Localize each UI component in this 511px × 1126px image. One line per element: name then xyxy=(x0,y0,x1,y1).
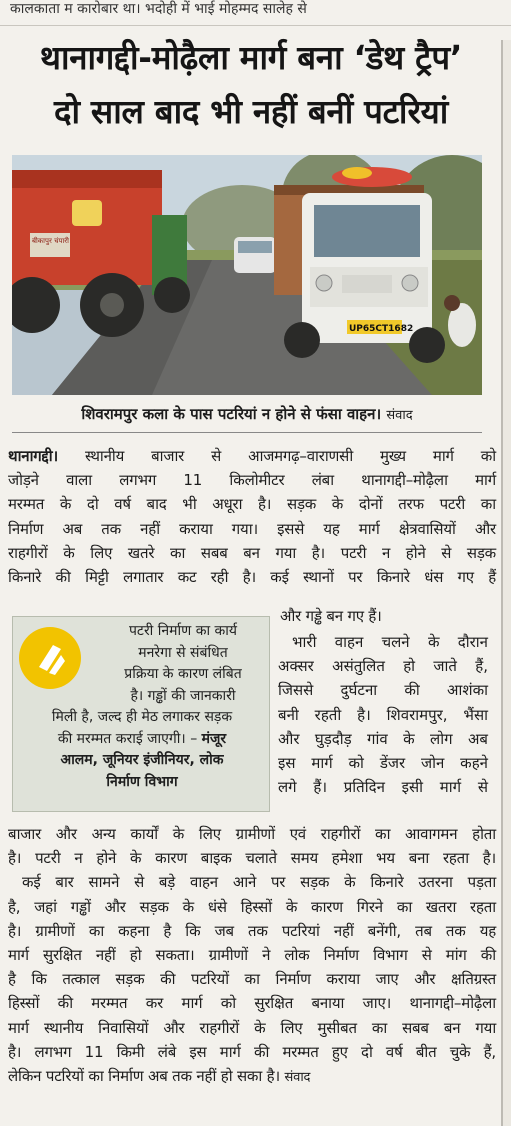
trolley-label-text: बीकापुर चंपारी xyxy=(32,237,69,245)
article-line: बाजार और अन्य कार्यों के लिए ग्रामीणों एवं राहगीरों का आवागमन होता xyxy=(8,825,496,843)
headline-line-1: थानागद्दी-मोढ़ैला मार्ग बना ‘डेथ ट्रैप’ xyxy=(39,38,463,77)
dateline: थानागद्दी। xyxy=(8,447,58,465)
quote-attribution: आलम, जूनियर इंजीनियर, लोक xyxy=(60,752,224,768)
quote-text: पटरी निर्माण का कार्य मनरेगा से संबंधित प्रक्रिया के कारण लंबित है। गड्ढों की जानकारी मिली है, जल्द ही मेठ लगाकर सड़क की मरम्मत कराई जाएगी। – मंजूर आलम, जूनियर इंजीनियर, लोक निर्माण विभाग xyxy=(21,621,263,793)
article-line: जिससे दुर्घटना की आशंका xyxy=(278,681,488,700)
article-line: थानागद्दी। स्थानीय बाजार से आजमगढ़–वाराणसी मुख्य मार्ग को xyxy=(8,447,496,465)
article-line: लगे हैं। प्रतिदिन इसी मार्ग से xyxy=(278,778,488,797)
article-line: हिस्सों की मरम्मत कर मार्ग को सुरक्षित बनाया जाए। थानागद्दी–मोढ़ैला xyxy=(8,994,496,1013)
article-line: निर्माण अब तक नहीं कराया गया। इससे यह मार्ग क्षेत्रवासियों और xyxy=(8,519,496,538)
article-paragraph-3 xyxy=(8,822,496,1090)
number-plate-text: UP65CT1682 xyxy=(349,324,414,334)
article-line: मार्ग स्थानीय निवासियों और राहगीरों के लिए मुसीबत का सबब बन गया xyxy=(8,1018,496,1037)
article-line: बनी रहती है। शिवरामपुर, भैंसा xyxy=(278,705,488,724)
quote-attribution: मंजूर xyxy=(201,730,227,747)
article-line: अक्सर असंतुलित हो जाते हैं, xyxy=(278,657,488,676)
article-line: है। लगभग 11 किमी लंबे इस मार्ग की मरम्मत हुए दो वर्ष बीत चुके हैं, xyxy=(8,1042,496,1061)
article-line: राहगीरों के लिए खतरे का सबब बन गया है। पटरी न होने से सड़क xyxy=(8,543,496,562)
article-line: मार्ग सुरक्षित नहीं हो सकता। ग्रामीणों ने लोक निर्माण विभाग से मांग की xyxy=(8,946,496,965)
headline-line-2: दो साल बाद भी नहीं बनीं पटरियां xyxy=(53,92,449,131)
article-line: कई बार सामने से बड़े वाहन आने पर सड़क के किनारे उतरना पड़ता xyxy=(22,873,496,892)
article-line: जोड़ने वाला लगभग 11 किलोमीटर लंबा थानागद्दी–मोढ़ैला मार्ग xyxy=(8,471,496,490)
article-line: और घुड़दौड़ गांव के लोग अब xyxy=(278,729,488,748)
article-line: इस मार्ग को डेंजर जोन कहने xyxy=(278,754,488,773)
article-paragraph-1 xyxy=(8,444,496,589)
photo-illustration xyxy=(12,155,482,395)
article-line: मरम्मत के दो वर्ष बाद भी अधूरा है। सड़क के दोनों तरफ पटरी का xyxy=(8,495,496,514)
article-paragraph-1-end: और गड्ढे बन गए हैं। xyxy=(280,607,382,625)
article-line: है। ग्रामीणों का कहना है कि जब तक पटरियां नहीं बनेंगी, तब तक यह xyxy=(8,921,496,940)
official-quote-box xyxy=(12,616,270,812)
photo-caption xyxy=(12,400,482,428)
quote-attribution: निर्माण विभाग xyxy=(106,773,178,790)
article-line: है कि तत्काल सड़क की पटरियों का निर्माण कराया जाए और क्षतिग्रस्त xyxy=(8,970,496,989)
caption-text: शिवरामपुर कला के पास पटरियां न होने से फंसा वाहन। xyxy=(81,405,382,423)
article-line: है। पटरी न होने के कारण बाइक चलाते समय हमेशा भय बना रहता है। xyxy=(8,849,496,868)
article-line: भारी वाहन चलने के दौरान xyxy=(292,633,488,651)
caption-credit: संवाद xyxy=(386,408,413,423)
article-line: है, जहां गड्ढों और सड़क के धंसे हिस्सों के कारण गिरने का खतरा रहता xyxy=(8,897,496,916)
article-line: लेकिन पटरियों का निर्माण अब तक नहीं हो सका है। संवाद xyxy=(8,1067,311,1086)
article-paragraph-2 xyxy=(278,630,488,799)
news-photo xyxy=(12,155,482,395)
adjacent-column-edge xyxy=(503,40,511,1126)
article-credit: संवाद xyxy=(284,1070,311,1086)
article-line: किनारे की मिट्टी लगातार कट रही है। कई स्थानों पर किनारे धंस गए हैं xyxy=(8,568,496,587)
previous-article-strip: कालकाता म कारोबार था। भदोही में भाई मोहम्मद सालेह से xyxy=(0,0,511,26)
caption-rule xyxy=(12,432,482,433)
